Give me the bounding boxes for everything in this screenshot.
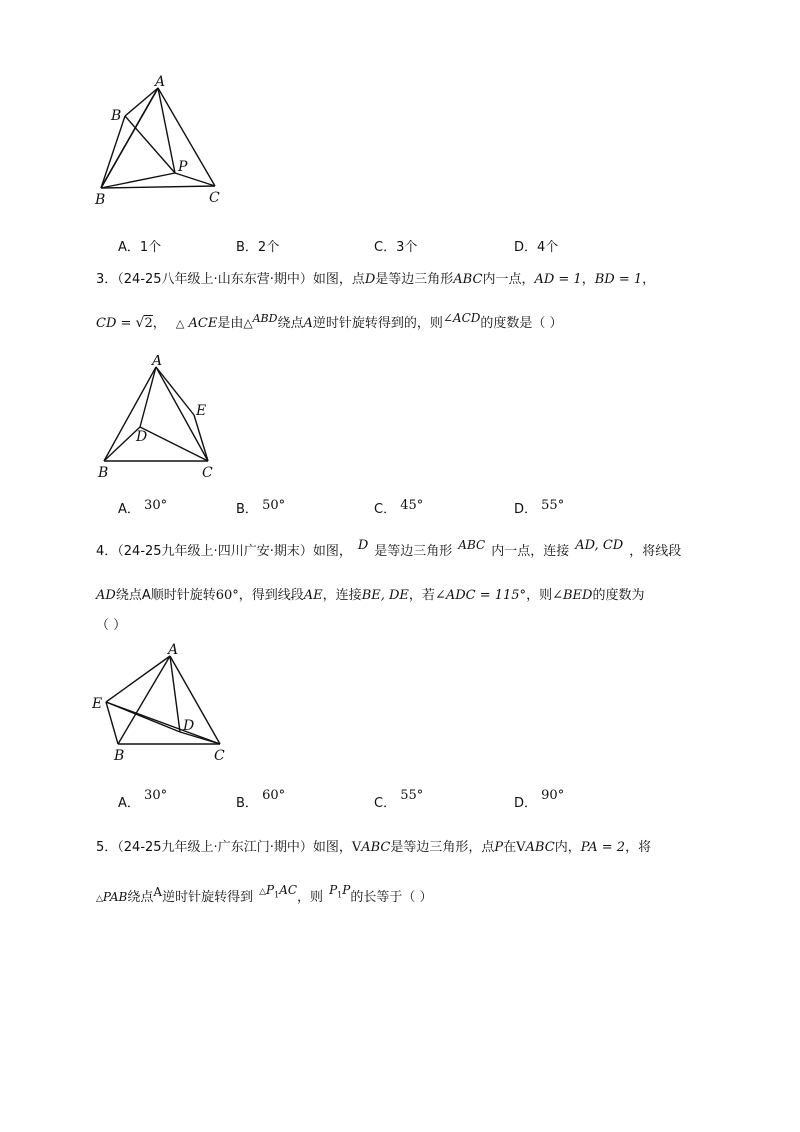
q3-number: 3． (96, 272, 118, 287)
q5-math-p1ac (259, 883, 297, 898)
q4-text: ，若 (408, 588, 435, 603)
q4-source: （24-25九年级上·四川广安·期末） (117, 544, 313, 559)
q4-option-b[interactable] (236, 788, 286, 811)
q5-text: 逆时针旋转得到 (162, 890, 254, 905)
q4-text: 内一点，连接 (491, 544, 570, 559)
option-letter: D． (514, 796, 538, 811)
q4-math-adc: ∠ADC = 115° (434, 588, 527, 603)
q4-math-ad: AD (96, 588, 116, 603)
q5-number: 5． (96, 840, 118, 855)
q5-math-abc: ABC (525, 840, 555, 855)
q4-math-adcd: AD, CD (575, 538, 624, 553)
q5-text: ，则 (297, 890, 324, 905)
q4-text: ，连接 (322, 588, 362, 603)
fig3-label-b: B (98, 465, 109, 481)
q4-text: 绕点A顺时针旋转 (115, 588, 216, 603)
q5-math-p: P (329, 883, 338, 897)
fig3-label-a: A (152, 355, 163, 369)
option-value: 50° (262, 498, 286, 513)
q4-math-abc: ABC (458, 538, 486, 552)
q3-math-ad: AD = 1 (534, 272, 582, 287)
q3-math-a: A (303, 316, 313, 331)
q4-math-60: 60° (215, 588, 239, 603)
q4-math-ae: AE (303, 588, 323, 603)
q2-option-d[interactable]: D．4个 (514, 240, 559, 255)
q4-option-a[interactable] (118, 788, 168, 811)
option-letter: C． (374, 502, 397, 517)
q4-text: ，将线段 (629, 544, 682, 559)
q3-option-d[interactable] (514, 498, 564, 517)
q3-math-bd: BD = 1 (594, 272, 643, 287)
q3-math-cd: CD = (96, 316, 136, 331)
q4-option-d[interactable] (514, 788, 565, 811)
q5-text: ，将 (625, 840, 652, 855)
figure-q3 (90, 355, 240, 485)
q5-math-sub: 1 (337, 890, 343, 900)
q3-math-abd: ABD (252, 312, 278, 325)
q3-text: 是等边三角形 (375, 272, 454, 287)
q5-text: 在 (503, 840, 517, 855)
fig1-label-b: B (95, 192, 106, 208)
option-value: 45° (400, 498, 424, 513)
q4-text: 是等边三角形 (374, 544, 453, 559)
fig4-label-e: E (92, 696, 103, 712)
triangle-icon: △ (259, 887, 267, 897)
q5-line1 (96, 836, 651, 855)
q3-text: ， (152, 316, 166, 331)
q5-text: 绕点 (127, 890, 154, 905)
q3-text: ， (642, 272, 656, 287)
fig4-label-a: A (168, 642, 179, 658)
fig3-label-d: D (136, 429, 148, 445)
option-letter: A． (118, 502, 140, 517)
option-letter: C． (374, 796, 397, 811)
option-letter: B． (236, 502, 258, 517)
fig3-label-c: C (202, 465, 213, 481)
q5-line2 (96, 883, 433, 907)
q4-line3: （ ） (96, 618, 127, 633)
q5-math-p: P (266, 883, 275, 897)
q4-option-c[interactable] (374, 788, 424, 811)
q5-math-ac: AC (279, 883, 298, 897)
q5-text: 的长等于（ ） (350, 890, 433, 905)
option-value: 30° (144, 788, 168, 803)
q5-text: 如图， (312, 840, 352, 855)
triangle-icon: △ (175, 317, 185, 330)
q3-math-abc: ABC (453, 272, 483, 287)
q5-text: 是等边三角形，点 (390, 840, 495, 855)
q3-text: 内一点， (482, 272, 535, 287)
q5-math-pab: PAB (102, 890, 128, 904)
q5-source: （24-25九年级上·广东江门·期中） (117, 840, 313, 855)
fig3-label-e: E (196, 403, 207, 419)
q4-line2 (96, 584, 644, 603)
option-value: 55° (541, 498, 565, 513)
q5-math-p: P (342, 883, 351, 897)
q4-text: ，则 (526, 588, 553, 603)
triangle-icon: △ (96, 894, 103, 904)
fig1-label-c: C (209, 190, 220, 206)
q5-triangle-v: V (516, 840, 526, 855)
q4-math-d: D (357, 538, 369, 553)
q5-triangle-v: V (351, 840, 362, 855)
q3-source: （24-25八年级上·山东东营·期中） (117, 272, 313, 287)
fig4-label-d: D (183, 718, 195, 734)
q2-option-b[interactable]: B．2个 (236, 240, 280, 255)
q5-math-p: P (494, 840, 504, 855)
q3-text: 是由 (217, 316, 244, 331)
q4-math-bed: ∠BED (552, 588, 593, 603)
q3-text: 绕点 (277, 316, 304, 331)
fig1-label-a: A (155, 74, 166, 90)
q5-math-sub: 1 (274, 890, 280, 900)
q3-line2: CD = √2， △ ACE是由△$^{ABD}$绕点A逆时针旋转得到的，则∠ACD的度数是（ ） (96, 311, 563, 331)
q5-text: 内， (554, 840, 581, 855)
option-value: 55° (400, 788, 424, 803)
option-value: 60° (262, 788, 286, 803)
q3-line1 (96, 268, 655, 287)
q4-text: 的度数为 (592, 588, 645, 603)
q3-text: 逆时针旋转得到的，则 (312, 316, 443, 331)
figure-q4 (88, 640, 248, 770)
q3-math-sqrt: 2 (144, 316, 153, 331)
q3-option-c[interactable] (374, 498, 423, 517)
q3-math-d: D (364, 272, 376, 287)
option-value: 30° (144, 498, 168, 513)
q5-math-a: A (153, 885, 163, 899)
q3-text: 如图，点 (312, 272, 365, 287)
fig1-label-p: P (178, 159, 188, 175)
triangle-icon: △ (243, 316, 253, 330)
q2-option-c[interactable]: C．3个 (374, 240, 418, 255)
q3-math-ace: ACE (188, 316, 218, 331)
option-value: 90° (541, 788, 565, 803)
option-letter: A． (118, 796, 140, 811)
q5-math-abc: ABC (361, 840, 391, 855)
q4-text: ，得到线段 (238, 588, 304, 603)
q3-option-b[interactable] (236, 498, 285, 517)
figure-q2 (85, 70, 245, 210)
q2-option-a[interactable]: A．1个 (118, 240, 162, 255)
q3-text: 的度数是（ ） (480, 316, 563, 331)
q4-text: 如图， (312, 544, 352, 559)
q4-math-bede: BE, DE (361, 588, 409, 603)
fig4-label-c: C (214, 748, 225, 764)
q5-math-p1p (329, 883, 350, 898)
fig4-label-b: B (114, 748, 125, 764)
q4-number: 4． (96, 544, 118, 559)
q5-math-pa: PA = 2 (580, 840, 626, 855)
q3-text: ， (581, 272, 595, 287)
q4-line1 (96, 540, 681, 559)
q3-math-angle: ∠ACD (442, 311, 481, 325)
option-letter: B． (236, 796, 258, 811)
option-letter: D． (514, 502, 538, 517)
fig1-label-b1: B (111, 108, 122, 124)
q3-option-a[interactable] (118, 498, 167, 517)
